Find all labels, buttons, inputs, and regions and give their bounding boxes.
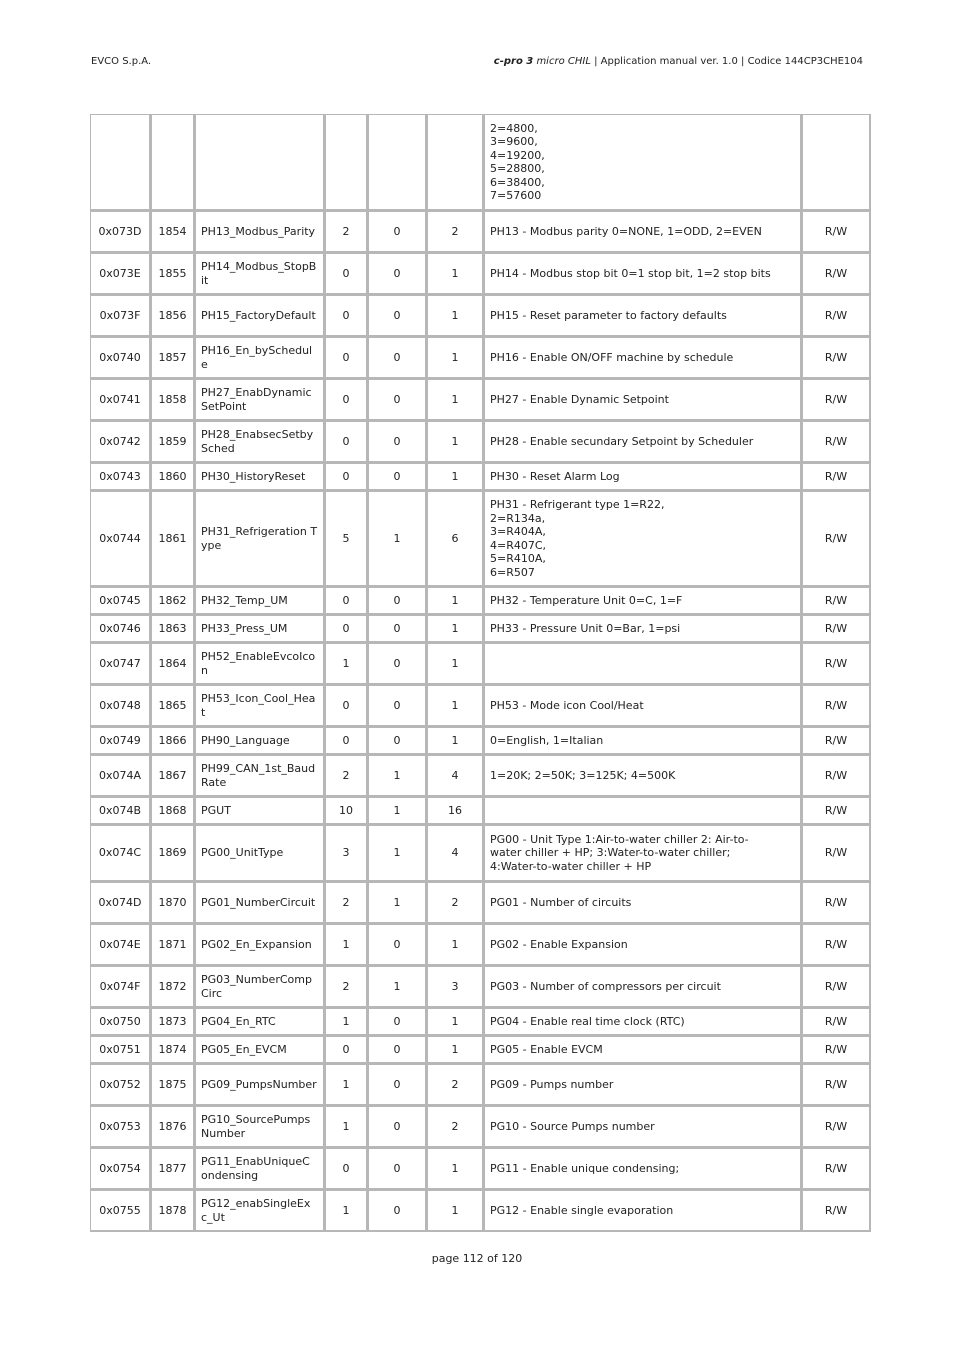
register-dec-cell: 1869 bbox=[151, 825, 195, 882]
description-cell: PG01 - Number of circuits bbox=[484, 882, 802, 924]
min-value-cell: 0 bbox=[368, 685, 427, 727]
register-dec-cell: 1871 bbox=[151, 924, 195, 966]
min-value-cell: 0 bbox=[368, 615, 427, 643]
parameter-name-cell: PG01_NumberCircuit bbox=[195, 882, 325, 924]
table-row bbox=[90, 1064, 871, 1106]
register-dec-cell: 1863 bbox=[151, 615, 195, 643]
access-cell bbox=[802, 114, 871, 211]
register-hex-cell: 0x074D bbox=[90, 882, 151, 924]
default-value-cell: 10 bbox=[325, 797, 368, 825]
description-cell: PG02 - Enable Expansion bbox=[484, 924, 802, 966]
table-row bbox=[90, 882, 871, 924]
min-value-cell: 0 bbox=[368, 587, 427, 615]
register-dec-cell bbox=[151, 114, 195, 211]
parameter-name-cell: PH28_EnabsecSetby Sched bbox=[195, 421, 325, 463]
default-value-cell: 1 bbox=[325, 1064, 368, 1106]
max-value-cell: 1 bbox=[427, 337, 484, 379]
table-row bbox=[90, 825, 871, 882]
max-value-cell: 3 bbox=[427, 966, 484, 1008]
access-cell: R/W bbox=[802, 825, 871, 882]
max-value-cell: 1 bbox=[427, 1148, 484, 1190]
parameter-name-cell: PH31_Refrigeration Type bbox=[195, 491, 325, 587]
register-hex-cell: 0x073D bbox=[90, 211, 151, 253]
default-value-cell: 1 bbox=[325, 1008, 368, 1036]
table-row bbox=[90, 797, 871, 825]
default-value-cell: 0 bbox=[325, 685, 368, 727]
parameter-name-cell: PH14_Modbus_StopBit bbox=[195, 253, 325, 295]
register-dec-cell: 1866 bbox=[151, 727, 195, 755]
min-value-cell: 0 bbox=[368, 1036, 427, 1064]
min-value-cell: 0 bbox=[368, 924, 427, 966]
register-dec-cell: 1872 bbox=[151, 966, 195, 1008]
parameter-name-cell bbox=[195, 114, 325, 211]
register-dec-cell: 1877 bbox=[151, 1148, 195, 1190]
access-cell: R/W bbox=[802, 685, 871, 727]
register-dec-cell: 1873 bbox=[151, 1008, 195, 1036]
register-hex-cell: 0x0746 bbox=[90, 615, 151, 643]
access-cell: R/W bbox=[802, 966, 871, 1008]
register-dec-cell: 1865 bbox=[151, 685, 195, 727]
register-hex-cell: 0x0744 bbox=[90, 491, 151, 587]
table-row bbox=[90, 1190, 871, 1232]
min-value-cell: 0 bbox=[368, 295, 427, 337]
table-row bbox=[90, 1036, 871, 1064]
description-cell: 0=English, 1=Italian bbox=[484, 727, 802, 755]
register-dec-cell: 1859 bbox=[151, 421, 195, 463]
description-cell: 2=4800, 3=9600, 4=19200, 5=28800, 6=38400, 7=57600 bbox=[484, 114, 802, 211]
parameter-name-cell: PH15_FactoryDefault bbox=[195, 295, 325, 337]
description-cell: PG00 - Unit Type 1:Air-to-water chiller 2: Air-to- water chiller + HP; 3:Water-to-water chiller; 4:Water-to-water chiller + HP bbox=[484, 825, 802, 882]
parameter-name-cell: PG03_NumberComp Circ bbox=[195, 966, 325, 1008]
min-value-cell: 1 bbox=[368, 797, 427, 825]
access-cell: R/W bbox=[802, 1106, 871, 1148]
parameter-name-cell: PH99_CAN_1st_BaudRate bbox=[195, 755, 325, 797]
register-hex-cell: 0x074F bbox=[90, 966, 151, 1008]
register-dec-cell: 1864 bbox=[151, 643, 195, 685]
table-row bbox=[90, 253, 871, 295]
default-value-cell: 0 bbox=[325, 337, 368, 379]
access-cell: R/W bbox=[802, 421, 871, 463]
access-cell: R/W bbox=[802, 211, 871, 253]
max-value-cell: 1 bbox=[427, 924, 484, 966]
table-row bbox=[90, 337, 871, 379]
parameter-name-cell: PH27_EnabDynamic SetPoint bbox=[195, 379, 325, 421]
min-value-cell: 0 bbox=[368, 643, 427, 685]
default-value-cell: 0 bbox=[325, 727, 368, 755]
description-cell: PH15 - Reset parameter to factory defaults bbox=[484, 295, 802, 337]
register-dec-cell: 1878 bbox=[151, 1190, 195, 1232]
default-value-cell: 0 bbox=[325, 253, 368, 295]
min-value-cell: 1 bbox=[368, 882, 427, 924]
register-hex-cell: 0x074E bbox=[90, 924, 151, 966]
description-cell: 1=20K; 2=50K; 3=125K; 4=500K bbox=[484, 755, 802, 797]
default-value-cell: 5 bbox=[325, 491, 368, 587]
header-product-name: micro CHIL bbox=[533, 56, 591, 67]
register-hex-cell: 0x0742 bbox=[90, 421, 151, 463]
register-hex-cell: 0x073E bbox=[90, 253, 151, 295]
default-value-cell: 2 bbox=[325, 966, 368, 1008]
table-row bbox=[90, 615, 871, 643]
table-row bbox=[90, 1148, 871, 1190]
header-company: EVCO S.p.A. bbox=[91, 56, 152, 67]
register-dec-cell: 1867 bbox=[151, 755, 195, 797]
parameter-name-cell: PH16_En_bySchedule bbox=[195, 337, 325, 379]
parameter-name-cell: PG02_En_Expansion bbox=[195, 924, 325, 966]
description-cell: PH28 - Enable secundary Setpoint by Scheduler bbox=[484, 421, 802, 463]
max-value-cell: 2 bbox=[427, 1106, 484, 1148]
default-value-cell: 0 bbox=[325, 421, 368, 463]
register-hex-cell: 0x0753 bbox=[90, 1106, 151, 1148]
max-value-cell: 1 bbox=[427, 379, 484, 421]
max-value-cell: 2 bbox=[427, 211, 484, 253]
access-cell: R/W bbox=[802, 1008, 871, 1036]
register-hex-cell: 0x0743 bbox=[90, 463, 151, 491]
default-value-cell bbox=[325, 114, 368, 211]
max-value-cell: 1 bbox=[427, 587, 484, 615]
min-value-cell: 1 bbox=[368, 825, 427, 882]
min-value-cell: 1 bbox=[368, 491, 427, 587]
description-cell: PH14 - Modbus stop bit 0=1 stop bit, 1=2 stop bits bbox=[484, 253, 802, 295]
default-value-cell: 2 bbox=[325, 755, 368, 797]
table-row bbox=[90, 491, 871, 587]
description-cell: PH53 - Mode icon Cool/Heat bbox=[484, 685, 802, 727]
description-cell bbox=[484, 643, 802, 685]
register-hex-cell: 0x0751 bbox=[90, 1036, 151, 1064]
default-value-cell: 0 bbox=[325, 1036, 368, 1064]
register-hex-cell: 0x074A bbox=[90, 755, 151, 797]
table-row bbox=[90, 114, 871, 211]
register-hex-cell: 0x0747 bbox=[90, 643, 151, 685]
access-cell: R/W bbox=[802, 1190, 871, 1232]
min-value-cell: 1 bbox=[368, 755, 427, 797]
description-cell: PH13 - Modbus parity 0=NONE, 1=ODD, 2=EVEN bbox=[484, 211, 802, 253]
access-cell: R/W bbox=[802, 1064, 871, 1106]
min-value-cell: 0 bbox=[368, 337, 427, 379]
description-cell: PH31 - Refrigerant type 1=R22, 2=R134a, 3=R404A, 4=R407C, 5=R410A, 6=R507 bbox=[484, 491, 802, 587]
access-cell: R/W bbox=[802, 727, 871, 755]
parameter-name-cell: PG12_enabSingleEx c_Ut bbox=[195, 1190, 325, 1232]
description-cell: PG04 - Enable real time clock (RTC) bbox=[484, 1008, 802, 1036]
description-cell: PG03 - Number of compressors per circuit bbox=[484, 966, 802, 1008]
min-value-cell bbox=[368, 114, 427, 211]
register-dec-cell: 1854 bbox=[151, 211, 195, 253]
description-cell: PG05 - Enable EVCM bbox=[484, 1036, 802, 1064]
register-hex-cell: 0x0749 bbox=[90, 727, 151, 755]
access-cell: R/W bbox=[802, 1036, 871, 1064]
access-cell: R/W bbox=[802, 615, 871, 643]
parameter-name-cell: PG00_UnitType bbox=[195, 825, 325, 882]
max-value-cell: 2 bbox=[427, 1064, 484, 1106]
register-hex-cell: 0x0752 bbox=[90, 1064, 151, 1106]
max-value-cell: 1 bbox=[427, 295, 484, 337]
access-cell: R/W bbox=[802, 337, 871, 379]
parameter-name-cell: PH32_Temp_UM bbox=[195, 587, 325, 615]
max-value-cell: 1 bbox=[427, 253, 484, 295]
default-value-cell: 2 bbox=[325, 882, 368, 924]
max-value-cell: 1 bbox=[427, 615, 484, 643]
description-cell: PG12 - Enable single evaporation bbox=[484, 1190, 802, 1232]
min-value-cell: 0 bbox=[368, 1190, 427, 1232]
default-value-cell: 0 bbox=[325, 379, 368, 421]
register-dec-cell: 1870 bbox=[151, 882, 195, 924]
min-value-cell: 1 bbox=[368, 966, 427, 1008]
register-dec-cell: 1876 bbox=[151, 1106, 195, 1148]
max-value-cell bbox=[427, 114, 484, 211]
register-dec-cell: 1868 bbox=[151, 797, 195, 825]
max-value-cell: 1 bbox=[427, 643, 484, 685]
default-value-cell: 0 bbox=[325, 463, 368, 491]
access-cell: R/W bbox=[802, 491, 871, 587]
register-dec-cell: 1875 bbox=[151, 1064, 195, 1106]
description-cell bbox=[484, 797, 802, 825]
register-hex-cell: 0x0741 bbox=[90, 379, 151, 421]
default-value-cell: 0 bbox=[325, 615, 368, 643]
modbus-register-table bbox=[90, 114, 871, 1232]
min-value-cell: 0 bbox=[368, 211, 427, 253]
max-value-cell: 1 bbox=[427, 1190, 484, 1232]
description-cell: PG10 - Source Pumps number bbox=[484, 1106, 802, 1148]
register-hex-cell: 0x0750 bbox=[90, 1008, 151, 1036]
min-value-cell: 0 bbox=[368, 1148, 427, 1190]
max-value-cell: 1 bbox=[427, 1036, 484, 1064]
description-cell: PH30 - Reset Alarm Log bbox=[484, 463, 802, 491]
max-value-cell: 1 bbox=[427, 1008, 484, 1036]
register-dec-cell: 1858 bbox=[151, 379, 195, 421]
description-cell: PG11 - Enable unique condensing; bbox=[484, 1148, 802, 1190]
header-document-info bbox=[494, 56, 863, 67]
table-row bbox=[90, 211, 871, 253]
parameter-name-cell: PGUT bbox=[195, 797, 325, 825]
description-cell: PH16 - Enable ON/OFF machine by schedule bbox=[484, 337, 802, 379]
page-number: page 112 of 120 bbox=[431, 1252, 523, 1265]
register-hex-cell: 0x0748 bbox=[90, 685, 151, 727]
register-hex-cell: 0x0755 bbox=[90, 1190, 151, 1232]
description-cell: PH33 - Pressure Unit 0=Bar, 1=psi bbox=[484, 615, 802, 643]
max-value-cell: 1 bbox=[427, 421, 484, 463]
max-value-cell: 1 bbox=[427, 685, 484, 727]
default-value-cell: 3 bbox=[325, 825, 368, 882]
parameter-name-cell: PH33_Press_UM bbox=[195, 615, 325, 643]
min-value-cell: 0 bbox=[368, 379, 427, 421]
table-row bbox=[90, 379, 871, 421]
table-row bbox=[90, 1008, 871, 1036]
access-cell: R/W bbox=[802, 463, 871, 491]
table-row bbox=[90, 463, 871, 491]
table-row bbox=[90, 755, 871, 797]
access-cell: R/W bbox=[802, 924, 871, 966]
parameter-name-cell: PG10_SourcePumps Number bbox=[195, 1106, 325, 1148]
parameter-name-cell: PG09_PumpsNumber bbox=[195, 1064, 325, 1106]
description-cell: PH32 - Temperature Unit 0=C, 1=F bbox=[484, 587, 802, 615]
register-hex-cell: 0x0745 bbox=[90, 587, 151, 615]
default-value-cell: 0 bbox=[325, 295, 368, 337]
parameter-name-cell: PH52_EnableEvcoIcon bbox=[195, 643, 325, 685]
register-dec-cell: 1855 bbox=[151, 253, 195, 295]
access-cell: R/W bbox=[802, 755, 871, 797]
min-value-cell: 0 bbox=[368, 1064, 427, 1106]
description-cell: PG09 - Pumps number bbox=[484, 1064, 802, 1106]
access-cell: R/W bbox=[802, 797, 871, 825]
parameter-name-cell: PG04_En_RTC bbox=[195, 1008, 325, 1036]
max-value-cell: 4 bbox=[427, 755, 484, 797]
parameter-name-cell: PH30_HistoryReset bbox=[195, 463, 325, 491]
min-value-cell: 0 bbox=[368, 1106, 427, 1148]
table-row bbox=[90, 643, 871, 685]
default-value-cell: 2 bbox=[325, 211, 368, 253]
access-cell: R/W bbox=[802, 643, 871, 685]
parameter-name-cell: PH90_Language bbox=[195, 727, 325, 755]
default-value-cell: 1 bbox=[325, 924, 368, 966]
min-value-cell: 0 bbox=[368, 421, 427, 463]
register-hex-cell: 0x0740 bbox=[90, 337, 151, 379]
register-dec-cell: 1861 bbox=[151, 491, 195, 587]
min-value-cell: 0 bbox=[368, 253, 427, 295]
register-dec-cell: 1860 bbox=[151, 463, 195, 491]
register-hex-cell: 0x074B bbox=[90, 797, 151, 825]
parameter-name-cell: PH13_Modbus_Parity bbox=[195, 211, 325, 253]
min-value-cell: 0 bbox=[368, 727, 427, 755]
header-product-bold: c-pro 3 bbox=[493, 56, 534, 67]
access-cell: R/W bbox=[802, 379, 871, 421]
table-row bbox=[90, 727, 871, 755]
register-hex-cell: 0x074C bbox=[90, 825, 151, 882]
access-cell: R/W bbox=[802, 1148, 871, 1190]
parameter-name-cell: PG11_EnabUniqueC ondensing bbox=[195, 1148, 325, 1190]
table-row bbox=[90, 924, 871, 966]
table-row bbox=[90, 421, 871, 463]
register-dec-cell: 1862 bbox=[151, 587, 195, 615]
access-cell: R/W bbox=[802, 253, 871, 295]
default-value-cell: 0 bbox=[325, 1148, 368, 1190]
default-value-cell: 1 bbox=[325, 1106, 368, 1148]
max-value-cell: 2 bbox=[427, 882, 484, 924]
register-hex-cell: 0x0754 bbox=[90, 1148, 151, 1190]
table-row bbox=[90, 587, 871, 615]
access-cell: R/W bbox=[802, 295, 871, 337]
table-row bbox=[90, 1106, 871, 1148]
table-row bbox=[90, 966, 871, 1008]
register-hex-cell: 0x073F bbox=[90, 295, 151, 337]
access-cell: R/W bbox=[802, 882, 871, 924]
parameter-name-cell: PH53_Icon_Cool_Heat bbox=[195, 685, 325, 727]
header-manual-info: | Application manual ver. 1.0 | Codice 144CP3CHE104 bbox=[590, 56, 863, 67]
max-value-cell: 1 bbox=[427, 727, 484, 755]
min-value-cell: 0 bbox=[368, 463, 427, 491]
table-row bbox=[90, 685, 871, 727]
register-dec-cell: 1857 bbox=[151, 337, 195, 379]
parameter-name-cell: PG05_En_EVCM bbox=[195, 1036, 325, 1064]
default-value-cell: 0 bbox=[325, 587, 368, 615]
description-cell: PH27 - Enable Dynamic Setpoint bbox=[484, 379, 802, 421]
register-dec-cell: 1874 bbox=[151, 1036, 195, 1064]
min-value-cell: 0 bbox=[368, 1008, 427, 1036]
max-value-cell: 6 bbox=[427, 491, 484, 587]
max-value-cell: 1 bbox=[427, 463, 484, 491]
register-hex-cell bbox=[90, 114, 151, 211]
access-cell: R/W bbox=[802, 587, 871, 615]
default-value-cell: 1 bbox=[325, 643, 368, 685]
table-row bbox=[90, 295, 871, 337]
default-value-cell: 1 bbox=[325, 1190, 368, 1232]
register-dec-cell: 1856 bbox=[151, 295, 195, 337]
max-value-cell: 16 bbox=[427, 797, 484, 825]
max-value-cell: 4 bbox=[427, 825, 484, 882]
